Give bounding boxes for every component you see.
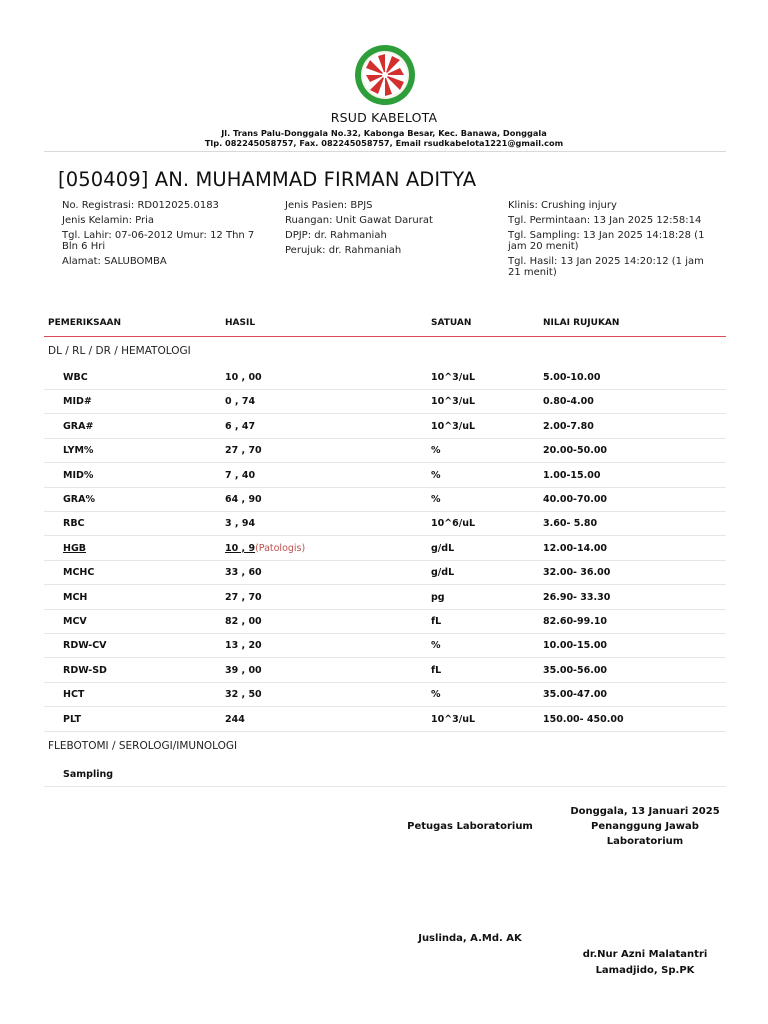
hospital-contact: Tlp. 082245058757, Fax. 082245058757, Email rsudkabelota1221@gmail.com — [204, 138, 564, 148]
row-name: MID% — [63, 469, 94, 481]
row-value-text: 3 , 94 — [225, 518, 256, 530]
place-date: Donggala, 13 Januari 2025 — [570, 806, 720, 817]
row-reference: 5.00-10.00 — [543, 372, 601, 383]
table-row — [44, 439, 726, 463]
header-divider — [44, 151, 726, 152]
row-unit: 10^3/uL — [431, 420, 476, 432]
row-name: LYM% — [63, 445, 94, 457]
room: Ruangan: Unit Gawat Darurat — [285, 215, 433, 226]
row-name: MCHC — [63, 567, 95, 579]
row-reference: 35.00-56.00 — [543, 664, 608, 676]
row-value — [225, 445, 262, 456]
row-name: PLT — [63, 713, 81, 725]
table-row — [44, 683, 726, 707]
row-reference: 1.00-15.00 — [543, 469, 601, 481]
dpjp: DPJP: dr. Rahmaniah — [285, 230, 387, 241]
table-row — [44, 610, 726, 634]
section-serology: FLEBOTOMI / SEROLOGI/IMUNOLOGI — [48, 740, 238, 752]
row-unit: fL — [431, 616, 442, 627]
birth-date-age: Tgl. Lahir: 07-06-2012 Umur: 12 Thn 7 Bln 6 Hri — [62, 230, 255, 252]
row-reference: 82.60-99.10 — [543, 616, 608, 627]
row-reference: 26.90- 33.30 — [543, 591, 611, 603]
row-name: MID# — [63, 396, 92, 408]
row-name: RDW-SD — [63, 664, 107, 676]
table-row — [44, 464, 726, 488]
hospital-name: RSUD KABELOTA — [330, 110, 438, 125]
result-date: Tgl. Hasil: 13 Jan 2025 14:20:12 (1 jam 21 menit) — [508, 256, 704, 278]
responsible-name-2: Lamadjido, Sp.PK — [595, 965, 695, 976]
patient-info-col3 — [508, 200, 718, 282]
row-name: WBC — [63, 372, 88, 383]
registration-number: No. Registrasi: RD012025.0183 — [62, 200, 219, 211]
table-row — [44, 634, 726, 658]
hospital-address: Jl. Trans Palu-Donggala No.32, Kabonga Besar, Kec. Banawa, Donggala — [221, 128, 547, 138]
address: Alamat: SALUBOMBA — [62, 256, 167, 267]
row-value — [225, 714, 245, 725]
row-reference: 10.00-15.00 — [543, 640, 608, 652]
row-value — [225, 640, 262, 651]
table-row — [44, 415, 726, 439]
responsible-title-2: Laboratorium — [606, 836, 684, 847]
row-value-text: 10 , 00 — [225, 372, 262, 383]
responsible-title-1: Penanggung Jawab — [591, 821, 699, 832]
header-unit: SATUAN — [431, 318, 472, 328]
row-name: RDW-CV — [63, 640, 107, 652]
row-name: HGB — [63, 542, 86, 554]
row-name: HCT — [63, 689, 85, 701]
patient-info-col2 — [285, 200, 485, 260]
row-value — [225, 396, 255, 407]
table-row — [44, 561, 726, 585]
lab-officer-name: Juslinda, A.Md. AK — [418, 933, 522, 944]
patient-type: Jenis Pasien: BPJS — [285, 200, 373, 211]
row-value — [225, 494, 262, 505]
patient-info-col1 — [62, 200, 272, 271]
row-unit: 10^3/uL — [431, 372, 476, 383]
row-unit: 10^6/uL — [431, 518, 476, 530]
row-value — [225, 421, 255, 432]
row-unit: % — [431, 689, 441, 701]
row-value — [225, 592, 262, 603]
row-value — [225, 689, 262, 700]
row-value — [225, 616, 262, 627]
table-row — [44, 366, 726, 390]
row-unit: fL — [431, 664, 442, 676]
row-unit: g/dL — [431, 567, 455, 579]
row-value-text: 33 , 60 — [225, 567, 262, 579]
row-value-text: 27 , 70 — [225, 591, 262, 603]
header-examination: PEMERIKSAAN — [48, 318, 122, 328]
section-hematology: DL / RL / DR / HEMATOLOGI — [48, 345, 191, 357]
row-reference: 0.80-4.00 — [543, 396, 594, 408]
pathologic-flag: (Patologis) — [255, 542, 306, 554]
row-reference: 40.00-70.00 — [543, 494, 608, 505]
row-value-text: 13 , 20 — [225, 640, 262, 652]
sampling-date: Tgl. Sampling: 13 Jan 2025 14:18:28 (1 jam 20 menit) — [508, 230, 705, 252]
row-value-text: 32 , 50 — [225, 689, 262, 701]
row-name: MCH — [63, 591, 88, 603]
row-name: Sampling — [63, 769, 114, 780]
row-value-text: 0 , 74 — [225, 396, 256, 408]
row-unit: % — [431, 494, 441, 505]
referrer: Perujuk: dr. Rahmaniah — [285, 245, 402, 256]
row-unit: % — [431, 469, 441, 481]
table-row — [44, 659, 726, 683]
table-row — [44, 763, 726, 787]
row-unit: 10^3/uL — [431, 713, 476, 725]
row-name: MCV — [63, 616, 87, 627]
row-unit: 10^3/uL — [431, 396, 476, 408]
row-reference: 35.00-47.00 — [543, 689, 608, 701]
row-value-text: 64 , 90 — [225, 494, 262, 505]
row-value — [225, 470, 255, 481]
row-reference: 3.60- 5.80 — [543, 518, 598, 530]
row-value-text: 244 — [225, 713, 245, 725]
table-row — [44, 708, 726, 732]
row-reference: 32.00- 36.00 — [543, 567, 611, 579]
row-reference: 2.00-7.80 — [543, 420, 594, 432]
hospital-logo — [354, 44, 416, 106]
row-value — [225, 567, 262, 578]
row-name: RBC — [63, 518, 85, 530]
gender: Jenis Kelamin: Pria — [62, 215, 155, 226]
table-row — [44, 586, 726, 610]
table-row — [44, 390, 726, 414]
row-name: GRA% — [63, 494, 95, 505]
row-unit: % — [431, 640, 441, 652]
row-value — [225, 543, 305, 554]
row-value-text: 7 , 40 — [225, 469, 256, 481]
results-table-header — [44, 317, 726, 337]
row-reference: 150.00- 450.00 — [543, 713, 624, 725]
row-unit: % — [431, 445, 441, 457]
row-name: GRA# — [63, 420, 94, 432]
row-value-text: 39 , 00 — [225, 664, 262, 676]
lab-officer-title: Petugas Laboratorium — [407, 821, 533, 832]
responsible-name-1: dr.Nur Azni Malatantri — [582, 949, 708, 960]
table-row — [44, 512, 726, 536]
row-reference: 20.00-50.00 — [543, 445, 608, 457]
request-date: Tgl. Permintaan: 13 Jan 2025 12:58:14 — [508, 215, 702, 226]
table-row — [44, 537, 726, 561]
row-value-text: 10 , 9 — [225, 542, 256, 554]
row-value — [225, 518, 255, 529]
patient-title: [050409] AN. MUHAMMAD FIRMAN ADITYA — [58, 168, 477, 191]
row-value-text: 27 , 70 — [225, 445, 262, 457]
row-value-text: 6 , 47 — [225, 420, 256, 432]
header-reference: NILAI RUJUKAN — [543, 318, 620, 328]
row-reference: 12.00-14.00 — [543, 542, 608, 554]
row-value-text: 82 , 00 — [225, 616, 262, 627]
clinical: Klinis: Crushing injury — [508, 200, 617, 211]
row-unit: g/dL — [431, 542, 455, 554]
row-unit: pg — [431, 591, 445, 603]
header-result: HASIL — [225, 318, 256, 328]
row-value — [225, 372, 262, 383]
table-row — [44, 488, 726, 512]
row-value — [225, 665, 262, 676]
